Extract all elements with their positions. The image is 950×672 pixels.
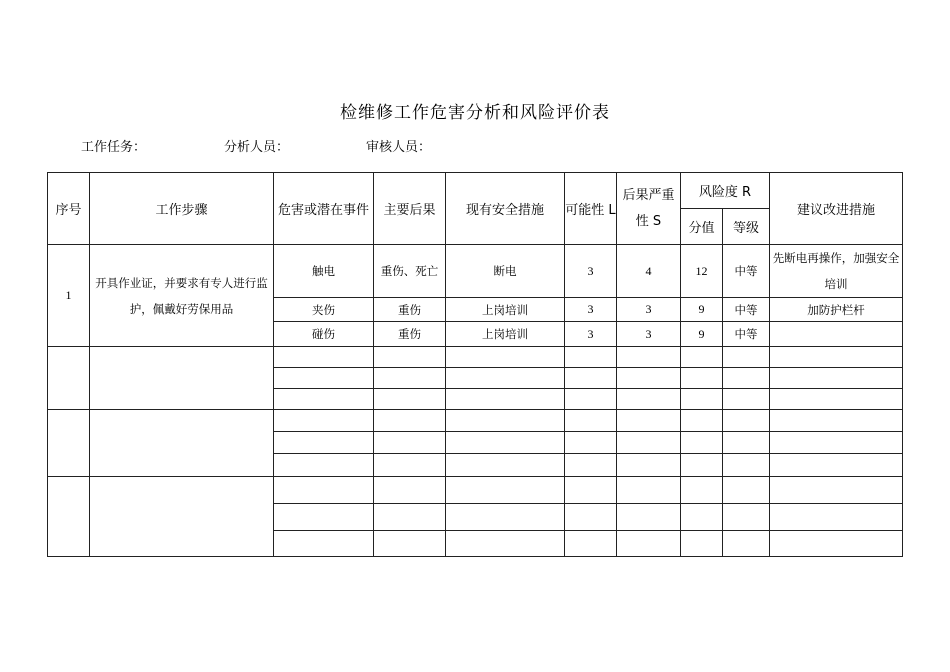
severity-cell: 4 (617, 245, 681, 298)
empty-cell (723, 504, 770, 531)
empty-cell (48, 477, 90, 557)
consequence-cell: 重伤 (374, 322, 446, 347)
empty-cell (565, 368, 617, 389)
empty-cell (446, 389, 565, 410)
hazard-cell: 夹伤 (274, 298, 374, 322)
analyst-label: 分析人员： (224, 140, 290, 155)
header-step: 工作步骤 (90, 173, 274, 245)
form-meta (0, 136, 950, 156)
empty-cell (681, 454, 723, 477)
empty-cell (446, 477, 565, 504)
empty-cell (723, 477, 770, 504)
empty-cell (90, 347, 274, 410)
measures-cell: 上岗培训 (446, 322, 565, 347)
empty-cell (681, 504, 723, 531)
empty-cell (723, 347, 770, 368)
empty-cell (446, 504, 565, 531)
risk-level-cell: 中等 (723, 298, 770, 322)
empty-cell (681, 477, 723, 504)
empty-cell (770, 504, 903, 531)
empty-cell (770, 347, 903, 368)
empty-cell (374, 504, 446, 531)
measures-cell: 上岗培训 (446, 298, 565, 322)
risk-assessment-table (47, 172, 903, 557)
empty-cell (617, 410, 681, 432)
header-severity: 后果严重性 S (617, 173, 681, 245)
empty-cell (681, 432, 723, 454)
empty-cell (446, 410, 565, 432)
hazard-cell: 触电 (274, 245, 374, 298)
header-consequence: 主要后果 (374, 173, 446, 245)
empty-cell (374, 410, 446, 432)
empty-cell (374, 477, 446, 504)
empty-cell (770, 410, 903, 432)
empty-cell (770, 531, 903, 557)
risk-score-cell: 12 (681, 245, 723, 298)
likelihood-cell: 3 (565, 298, 617, 322)
empty-cell (90, 477, 274, 557)
header-measures: 现有安全措施 (446, 173, 565, 245)
empty-cell (723, 531, 770, 557)
empty-cell (374, 389, 446, 410)
severity-cell: 3 (617, 322, 681, 347)
empty-cell (723, 368, 770, 389)
suggestion-cell: 加防护栏杆 (770, 298, 903, 322)
empty-cell (274, 477, 374, 504)
hazard-cell: 碰伤 (274, 322, 374, 347)
header-seq: 序号 (48, 173, 90, 245)
empty-cell (723, 410, 770, 432)
header-level: 等级 (723, 209, 770, 245)
empty-cell (274, 347, 374, 368)
header-risk: 风险度 R (681, 173, 770, 209)
empty-cell (617, 389, 681, 410)
consequence-cell: 重伤 (374, 298, 446, 322)
empty-cell (274, 504, 374, 531)
empty-cell (565, 477, 617, 504)
page-title: 检维修工作危害分析和风险评价表 (340, 103, 610, 123)
empty-cell (617, 432, 681, 454)
header-score: 分值 (681, 209, 723, 245)
empty-cell (681, 389, 723, 410)
row-step: 开具作业证，并要求有专人进行监护，佩戴好劳保用品 (90, 245, 274, 347)
empty-cell (617, 454, 681, 477)
empty-cell (446, 432, 565, 454)
empty-cell (48, 347, 90, 410)
consequence-cell: 重伤、死亡 (374, 245, 446, 298)
empty-cell (565, 389, 617, 410)
empty-cell (770, 454, 903, 477)
header-suggestion: 建议改进措施 (770, 173, 903, 245)
empty-cell (617, 368, 681, 389)
empty-cell (681, 531, 723, 557)
empty-cell (274, 410, 374, 432)
empty-cell (723, 389, 770, 410)
empty-cell (274, 368, 374, 389)
empty-cell (374, 531, 446, 557)
empty-cell (446, 531, 565, 557)
empty-cell (274, 531, 374, 557)
empty-cell (565, 531, 617, 557)
empty-cell (770, 368, 903, 389)
likelihood-cell: 3 (565, 245, 617, 298)
empty-cell (565, 432, 617, 454)
row-seq: 1 (48, 245, 90, 347)
empty-cell (565, 504, 617, 531)
header-hazard: 危害或潜在事件 (274, 173, 374, 245)
empty-cell (374, 347, 446, 368)
empty-cell (374, 368, 446, 389)
measures-cell: 断电 (446, 245, 565, 298)
risk-score-cell: 9 (681, 322, 723, 347)
empty-cell (90, 410, 274, 477)
empty-cell (565, 454, 617, 477)
likelihood-cell: 3 (565, 322, 617, 347)
empty-cell (274, 432, 374, 454)
empty-cell (681, 347, 723, 368)
empty-cell (723, 432, 770, 454)
empty-cell (446, 454, 565, 477)
empty-cell (681, 410, 723, 432)
empty-cell (617, 504, 681, 531)
empty-cell (617, 347, 681, 368)
empty-cell (770, 477, 903, 504)
empty-cell (274, 454, 374, 477)
severity-cell: 3 (617, 298, 681, 322)
empty-cell (374, 454, 446, 477)
empty-cell (48, 410, 90, 477)
empty-cell (770, 389, 903, 410)
empty-cell (617, 531, 681, 557)
empty-cell (565, 347, 617, 368)
empty-cell (446, 347, 565, 368)
task-label: 工作任务： (81, 140, 147, 155)
reviewer-label: 审核人员： (366, 140, 432, 155)
empty-cell (446, 368, 565, 389)
empty-cell (274, 389, 374, 410)
empty-cell (681, 368, 723, 389)
suggestion-cell (770, 322, 903, 347)
risk-level-cell: 中等 (723, 322, 770, 347)
header-likelihood: 可能性 L (565, 173, 617, 245)
risk-score-cell: 9 (681, 298, 723, 322)
suggestion-cell: 先断电再操作，加强安全培训 (770, 245, 903, 298)
empty-cell (723, 454, 770, 477)
risk-level-cell: 中等 (723, 245, 770, 298)
empty-cell (374, 432, 446, 454)
empty-cell (565, 410, 617, 432)
empty-cell (617, 477, 681, 504)
empty-cell (770, 432, 903, 454)
